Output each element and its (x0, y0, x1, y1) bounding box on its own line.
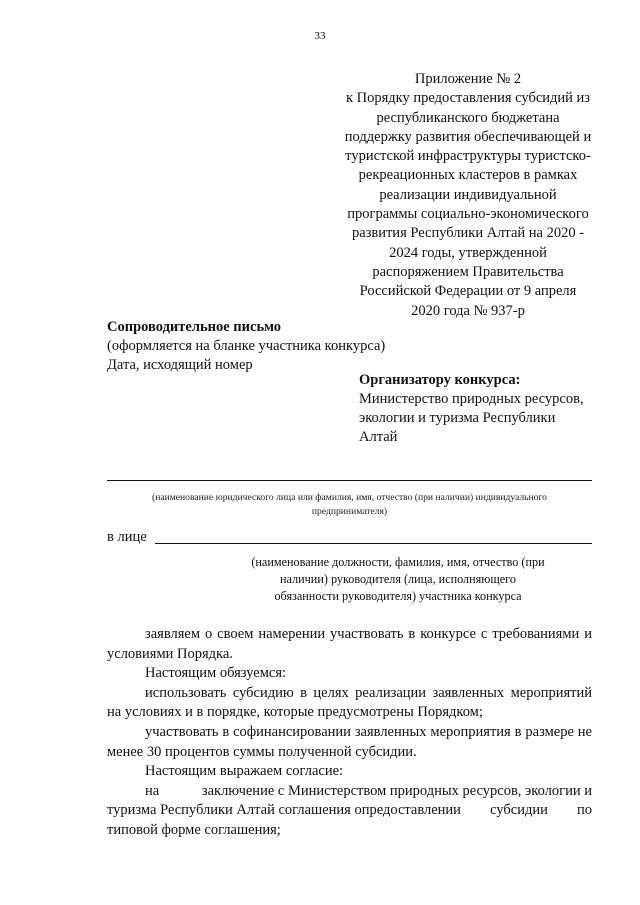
body-paragraph: заявляем о своем намерении участвовать в конкурсе с требованиями и условиями Порядка. (107, 626, 592, 662)
caption-line: наличии) руководителя (лица, исполняющего (280, 571, 516, 586)
body-paragraph: Настоящим обязуемся: (145, 665, 287, 682)
appendix-line: к Порядку предоставления субсидий из (345, 90, 591, 107)
body-paragraph: Настоящим выражаем согласие: (145, 763, 344, 780)
body-paragraph: использовать субсидию в целях реализации заявленных мероприятий на условиях и в порядке, которые предусмотрены Порядком; (107, 684, 592, 721)
body-paragraph: участвовать в софинансировании заявленных мероприятия в размере не менее 30 процентов суммы полученной субсидии. (107, 723, 592, 760)
letter-body (107, 625, 592, 841)
body-word: заключение с Министерством природных ресурсов, экологии и (201, 782, 592, 799)
appendix-line: 2024 годы, утвержденной (389, 244, 547, 261)
applicant-name-line (107, 480, 592, 481)
appendix-line: развития Республики Алтай на 2020 - (351, 225, 585, 242)
cover-letter-note: (оформляется на бланке участника конкурса) (107, 338, 386, 354)
appendix-line: поддержку развития обеспечивающей и (344, 128, 592, 145)
appendix-line: Приложение № 2 (414, 71, 522, 87)
date-outgoing-number: Дата, исходящий номер (107, 357, 253, 373)
cover-letter-block (107, 318, 385, 375)
appendix-line: распоряжением Правительства (372, 263, 564, 280)
agreement-line-1 (107, 782, 592, 802)
appendix-line: 2020 года № 937-р (411, 302, 525, 319)
body-word: субсидии (490, 802, 548, 819)
caption-line: (наименование юридического лица или фамилия, имя, отчество (при наличии) индивидуального (152, 492, 547, 503)
appendix-line: рекреационных кластеров в рамках (358, 167, 578, 184)
organizer-line: Министерство природных ресурсов, (359, 391, 584, 407)
agreement-line-3: типовой форме соглашения; (107, 821, 281, 838)
representative-line (155, 543, 592, 544)
organizer-line: Алтай (359, 429, 398, 445)
body-word: туризма Республики Алтай соглашения опредоставлении (107, 802, 461, 819)
organizer-block (359, 371, 584, 447)
agreement-line-2 (107, 801, 592, 821)
appendix-line: республиканского бюджетана (376, 109, 560, 126)
body-word: на (145, 782, 160, 799)
appendix-line: реализации индивидуальной (379, 186, 557, 203)
body-word: по (576, 802, 592, 819)
caption-line: (наименование должности, фамилия, имя, отчество (при (251, 555, 545, 569)
appendix-header (328, 70, 608, 321)
appendix-line: туристской инфраструктуры туристско- (345, 148, 591, 165)
cover-letter-title: Сопроводительное письмо (107, 319, 282, 335)
representative-caption (243, 554, 553, 604)
caption-line: обязанности руководителя) участника конкурса (274, 588, 522, 603)
v-litse-label: в лице (107, 529, 147, 545)
organizer-line: экологии и туризма Республики (359, 410, 556, 426)
page-number: 33 (314, 30, 326, 42)
organizer-title: Организатору конкурса: (359, 372, 521, 388)
caption-line: предпринимателя) (311, 506, 388, 517)
applicant-name-caption (107, 491, 592, 519)
appendix-line: программы социально-экономического (347, 206, 589, 223)
appendix-line: Российской Федерации от 9 апреля (359, 283, 577, 300)
